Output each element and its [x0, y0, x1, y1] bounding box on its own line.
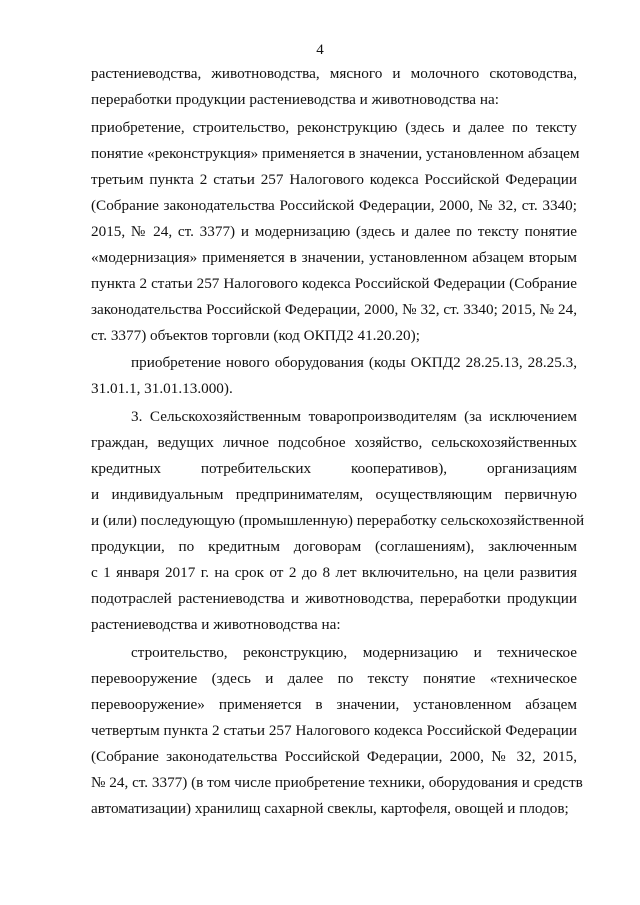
text-line: 2015, № 24, ст. 3377) и модернизацию (здесь и далее по тексту понятие — [91, 223, 577, 240]
text-line: № 24, ст. 3377) (в том числе приобретение техники, оборудования и средств — [91, 774, 583, 791]
text-line: перевооружение (здесь и далее по тексту понятие «техническое — [91, 670, 577, 687]
text-line: ст. 3377) объектов торговли (код ОКПД2 41.20.20); — [91, 327, 420, 344]
text-line: приобретение нового оборудования (коды ОКПД2 28.25.13, 28.25.3, — [131, 354, 577, 371]
text-line: (Собрание законодательства Российской Федерации, 2000, № 32, 2015, — [91, 748, 577, 765]
text-line: законодательства Российской Федерации, 2000, № 32, ст. 3340; 2015, № 24, — [91, 301, 577, 318]
page-number: 4 — [316, 42, 324, 58]
text-line: 3. Сельскохозяйственным товаропроизводителям (за исключением — [131, 408, 577, 425]
text-line: (Собрание законодательства Российской Федерации, 2000, № 32, ст. 3340; — [91, 197, 577, 214]
text-line: третьим пункта 2 статьи 257 Налогового кодекса Российской Федерации — [91, 171, 577, 188]
text-line: и индивидуальным предпринимателям, осуществляющим первичную — [91, 486, 577, 503]
text-line: продукции, по кредитным договорам (соглашениям), заключенным — [91, 538, 577, 555]
text-line: подотраслей растениеводства и животноводства, переработки продукции — [91, 590, 577, 607]
text-line: кредитных потребительских кооперативов), организациям — [91, 460, 577, 477]
text-line: растениеводства, животноводства, мясного и молочного скотоводства, — [91, 65, 577, 82]
text-line: понятие «реконструкция» применяется в значении, установленном абзацем — [91, 145, 580, 162]
text-line: 31.01.1, 31.01.13.000). — [91, 380, 233, 397]
text-line: перевооружение» применяется в значении, установленном абзацем — [91, 696, 577, 713]
text-line: «модернизация» применяется в значении, установленном абзацем вторым — [91, 249, 577, 266]
text-line: приобретение, строительство, реконструкцию (здесь и далее по тексту — [91, 119, 577, 136]
text-line: строительство, реконструкцию, модернизацию и техническое — [131, 644, 577, 661]
text-line: пункта 2 статьи 257 Налогового кодекса Российской Федерации (Собрание — [91, 275, 577, 292]
text-line: растениеводства и животноводства на: — [91, 616, 341, 633]
text-line: переработки продукции растениеводства и животноводства на: — [91, 91, 499, 108]
text-line: с 1 января 2017 г. на срок от 2 до 8 лет включительно, на цели развития — [91, 564, 577, 581]
text-line: граждан, ведущих личное подсобное хозяйство, сельскохозяйственных — [91, 434, 577, 451]
text-line: автоматизации) хранилищ сахарной свеклы, картофеля, овощей и плодов; — [91, 800, 569, 817]
text-line: четвертым пункта 2 статьи 257 Налогового кодекса Российской Федерации — [91, 722, 577, 739]
text-line: и (или) последующую (промышленную) переработку сельскохозяйственной — [91, 512, 585, 529]
